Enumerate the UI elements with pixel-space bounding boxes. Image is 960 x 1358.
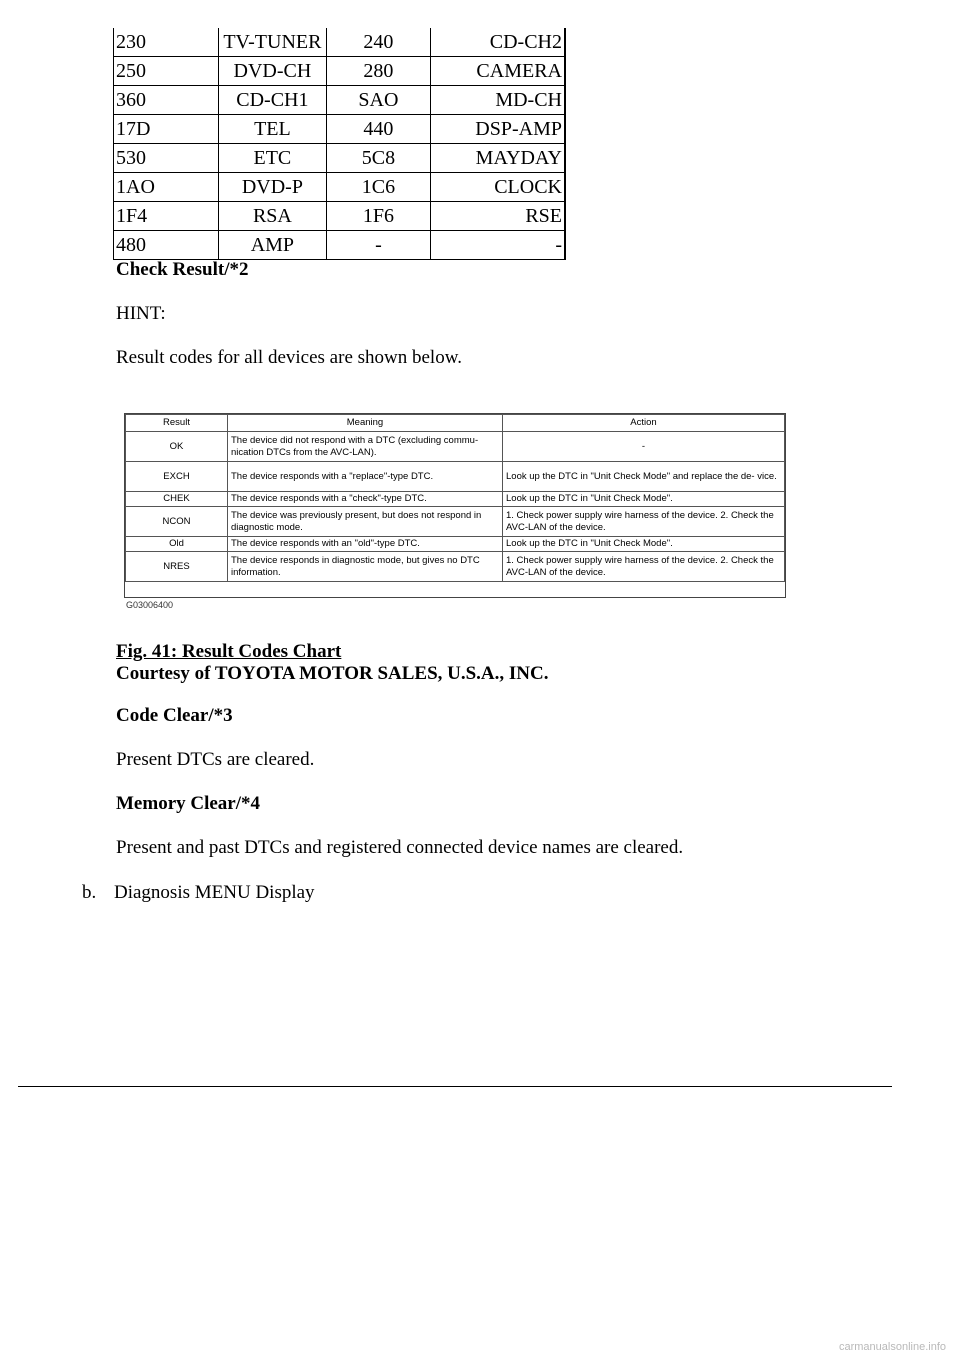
table-row (114, 115, 566, 144)
table-cell: ETC (218, 144, 326, 173)
figure-cell: The device responds with an "old"-type DTC. (228, 537, 503, 552)
table-row (114, 86, 566, 115)
figure-cell: Look up the DTC in "Unit Check Mode". (503, 492, 785, 507)
figure-cell: The device responds with a "check"-type DTC. (228, 492, 503, 507)
figure-cell: OK (126, 432, 228, 462)
table-cell: 230 (114, 28, 219, 57)
watermark: carmanualsonline.info (838, 1341, 946, 1353)
table-row (114, 28, 566, 57)
memory-clear-heading: Memory Clear/*4 (116, 793, 261, 814)
figure-cell: CHEK (126, 492, 228, 507)
figure-cell: NRES (126, 552, 228, 582)
figure-cell: - (503, 432, 785, 462)
table-row (114, 144, 566, 173)
figure-row (126, 507, 785, 537)
figure-code: G03006400 (126, 600, 174, 610)
table-cell: CD-CH2 (430, 28, 565, 57)
table-cell: 5C8 (327, 144, 431, 173)
table-cell: RSE (430, 202, 565, 231)
figure-row (126, 492, 785, 507)
figure-cell: The device responds with a "replace"-type DTC. (228, 462, 503, 492)
table-cell: DVD-P (218, 173, 326, 202)
table-cell: SAO (327, 86, 431, 115)
figure-header-action: Action (503, 415, 785, 432)
table-row (114, 173, 566, 202)
figure-cell: The device responds in diagnostic mode, but gives no DTC information. (228, 552, 503, 582)
list-marker: b. (82, 882, 97, 903)
figure-cell: The device was previously present, but does not respond in diagnostic mode. (228, 507, 503, 537)
table-cell: TEL (218, 115, 326, 144)
table-cell: - (430, 231, 565, 260)
table-cell: CAMERA (430, 57, 565, 86)
figure-cell: EXCH (126, 462, 228, 492)
table-row (114, 57, 566, 86)
check-result-heading: Check Result/*2 (116, 259, 249, 280)
device-code-table (113, 28, 566, 260)
figure-cell: 1. Check power supply wire harness of the device. 2. Check the AVC-LAN of the device. (503, 552, 785, 582)
figure-row (126, 552, 785, 582)
table-cell: MD-CH (430, 86, 565, 115)
table-row (114, 202, 566, 231)
list-item-b (82, 882, 315, 904)
table-cell: - (327, 231, 431, 260)
figure-cell: 1. Check power supply wire harness of the device. 2. Check the AVC-LAN of the device. (503, 507, 785, 537)
code-clear-text: Present DTCs are cleared. (116, 749, 315, 770)
table-cell: 530 (114, 144, 219, 173)
result-codes-figure (124, 413, 786, 598)
figure-cell: Old (126, 537, 228, 552)
figure-row (126, 537, 785, 552)
table-cell: 360 (114, 86, 219, 115)
figure-caption (116, 641, 341, 663)
code-clear-heading: Code Clear/*3 (116, 705, 233, 726)
table-cell: 1AO (114, 173, 219, 202)
memory-clear-text: Present and past DTCs and registered connected device names are cleared. (116, 837, 684, 858)
result-intro-text: Result codes for all devices are shown below. (116, 347, 462, 368)
table-cell: MAYDAY (430, 144, 565, 173)
table-row (114, 231, 566, 260)
table-cell: DVD-CH (218, 57, 326, 86)
figure-cell: The device did not respond with a DTC (excluding commu- nication DTCs from the AVC-LAN). (228, 432, 503, 462)
hint-label: HINT: (116, 303, 166, 324)
table-cell: TV-TUNER (218, 28, 326, 57)
table-cell: 1F6 (327, 202, 431, 231)
table-cell: 240 (327, 28, 431, 57)
table-cell: AMP (218, 231, 326, 260)
figure-header-meaning: Meaning (228, 415, 503, 432)
table-cell: 280 (327, 57, 431, 86)
figure-caption-link[interactable]: Fig. 41: Result Codes Chart (116, 641, 342, 662)
table-cell: 1C6 (327, 173, 431, 202)
table-cell: CLOCK (430, 173, 565, 202)
table-cell: 17D (114, 115, 219, 144)
figure-cell: Look up the DTC in "Unit Check Mode". (503, 537, 785, 552)
table-cell: 440 (327, 115, 431, 144)
figure-row (126, 432, 785, 462)
table-cell: 250 (114, 57, 219, 86)
table-cell: 1F4 (114, 202, 219, 231)
figure-cell: NCON (126, 507, 228, 537)
figure-header-result: Result (126, 415, 228, 432)
page-divider (18, 1086, 892, 1087)
table-cell: CD-CH1 (218, 86, 326, 115)
table-cell: 480 (114, 231, 219, 260)
table-cell: DSP-AMP (430, 115, 565, 144)
figure-cell: Look up the DTC in "Unit Check Mode" and replace the de- vice. (503, 462, 785, 492)
list-item-text: Diagnosis MENU Display (114, 882, 315, 903)
figure-row (126, 462, 785, 492)
table-cell: RSA (218, 202, 326, 231)
figure-courtesy: Courtesy of TOYOTA MOTOR SALES, U.S.A., INC. (116, 663, 549, 684)
